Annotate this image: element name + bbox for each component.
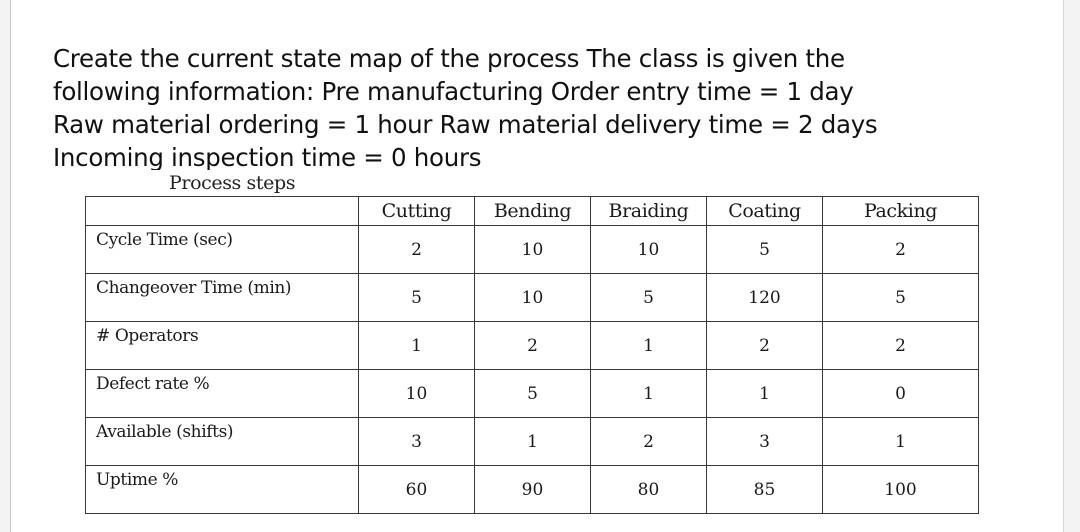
table-row-changeover-time: [86, 274, 979, 322]
table-cell: 1: [475, 418, 591, 466]
table-cell: 5: [359, 274, 475, 322]
table-cell: 10: [359, 370, 475, 418]
column-header-coating: Coating: [707, 197, 823, 226]
table-row-uptime: [86, 466, 979, 514]
row-label: Available (shifts): [86, 418, 359, 466]
row-label: Cycle Time (sec): [86, 226, 359, 274]
column-header-cutting: Cutting: [359, 197, 475, 226]
table-cell: 5: [707, 226, 823, 274]
table-cell: 5: [475, 370, 591, 418]
document-page: [10, 0, 1064, 532]
table-cell: 100: [823, 466, 979, 514]
question-line-1: Create the current state map of the process The class is given the: [53, 44, 845, 73]
table-row-operators: [86, 322, 979, 370]
table-cell: 1: [359, 322, 475, 370]
row-label: Defect rate %: [86, 370, 359, 418]
column-header-bending: Bending: [475, 197, 591, 226]
table-cell: 2: [359, 226, 475, 274]
table-cell: 3: [359, 418, 475, 466]
table-cell: 1: [591, 322, 707, 370]
table-cell: 5: [591, 274, 707, 322]
table-row-available-shifts: [86, 418, 979, 466]
row-label: # Operators: [86, 322, 359, 370]
table-cell: 90: [475, 466, 591, 514]
table-cell: 2: [823, 322, 979, 370]
table-cell: 0: [823, 370, 979, 418]
table-cell: 2: [707, 322, 823, 370]
question-line-2: following information: Pre manufacturing Order entry time = 1 day: [53, 77, 854, 106]
table-corner-cell: [86, 197, 359, 226]
table-cell: 1: [823, 418, 979, 466]
table-header-row: [86, 197, 979, 226]
question-text: [53, 42, 953, 170]
table-caption: Process steps: [169, 172, 296, 194]
table-row-defect-rate: [86, 370, 979, 418]
table-cell: 2: [823, 226, 979, 274]
question-line-3: Raw material ordering = 1 hour Raw material delivery time = 2 days: [53, 110, 878, 139]
table-cell: 2: [591, 418, 707, 466]
row-label: Uptime %: [86, 466, 359, 514]
table-cell: 80: [591, 466, 707, 514]
column-header-packing: Packing: [823, 197, 979, 226]
table-row-cycle-time: [86, 226, 979, 274]
row-label: Changeover Time (min): [86, 274, 359, 322]
table-cell: 10: [475, 274, 591, 322]
table-cell: 1: [591, 370, 707, 418]
table-cell: 10: [475, 226, 591, 274]
table-cell: 120: [707, 274, 823, 322]
table-cell: 1: [707, 370, 823, 418]
table-cell: 5: [823, 274, 979, 322]
question-line-4: Incoming inspection time = 0 hours: [53, 143, 482, 170]
table-cell: 60: [359, 466, 475, 514]
table-cell: 3: [707, 418, 823, 466]
table-cell: 2: [475, 322, 591, 370]
table-cell: 10: [591, 226, 707, 274]
process-steps-table: [85, 196, 979, 514]
column-header-braiding: Braiding: [591, 197, 707, 226]
table-cell: 85: [707, 466, 823, 514]
